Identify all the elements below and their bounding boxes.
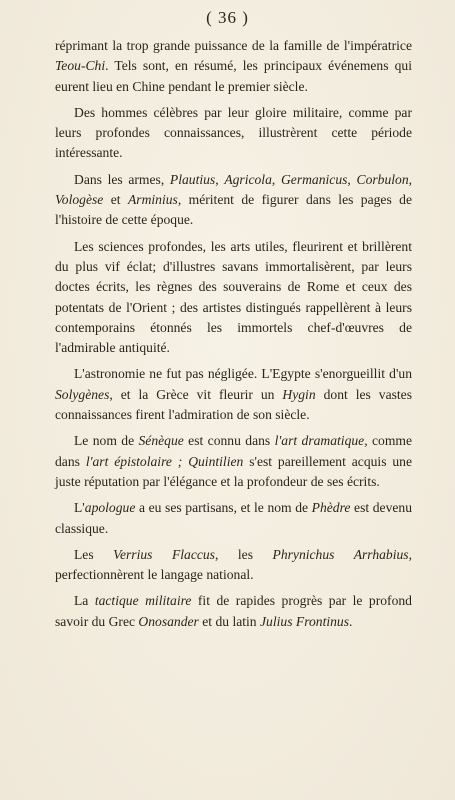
paragraph (55, 431, 412, 492)
italic-text: apologue (84, 500, 136, 516)
text-run: , comme dans (55, 433, 413, 469)
paragraph (55, 591, 412, 632)
text-run: . (349, 613, 353, 629)
text-run: La (74, 593, 95, 609)
italic-text: l'art dramatique (274, 433, 365, 449)
italic-text: Verrius Flaccus (113, 546, 215, 562)
italic-text: tactique militaire (94, 593, 192, 609)
text-run: Le nom de (74, 433, 139, 449)
italic-text: Germanicus (280, 171, 348, 187)
italic-text: Solygènes (55, 386, 110, 402)
text-run: dont les vastes connaissances firent l'admiration de son siècle. (55, 386, 412, 423)
text-run: Les (74, 546, 114, 562)
paragraph (55, 545, 412, 586)
italic-text: Phrynichus Arrhabius (272, 546, 409, 562)
text-run: , perfectionnèrent le langage national. (55, 546, 412, 583)
paragraph (55, 36, 412, 97)
text-run: réprimant la trop grande puissance de la famille de l'impératrice (55, 38, 412, 53)
italic-text: Agricola (224, 171, 272, 187)
text-run: , (408, 171, 413, 187)
italic-text: Hygin (282, 386, 316, 402)
text-run: , (271, 171, 281, 187)
text-run: et du latin (198, 613, 261, 629)
italic-text: Quintilien (188, 453, 244, 469)
text-run: . Tels sont, en résumé, les principaux événemens qui eurent lieu en Chine pendant le premier siècle. (55, 58, 412, 94)
paragraph (55, 498, 412, 539)
text-run: est connu dans (183, 433, 275, 449)
italic-text: Sénèque (138, 433, 184, 449)
text-run: Dans les armes, (74, 171, 170, 187)
paragraph (55, 237, 412, 359)
page-number: ( 36 ) (206, 8, 249, 27)
text-run: s'est pareillement acquis une juste réputation par l'élégance et la profondeur de ses écrits. (55, 453, 412, 489)
body-text (55, 36, 412, 632)
text-run: Des hommes célèbres par leur gloire militaire, comme par leurs profondes connaissances, illustrèrent cette période intéressante. (55, 104, 412, 161)
text-run: L' (74, 500, 85, 516)
text-run: a eu ses partisans, et le nom de (135, 500, 312, 516)
italic-text: Teou-Chi (55, 58, 106, 74)
italic-text: l'art épistolaire ; (85, 453, 183, 469)
paragraph (55, 364, 412, 425)
italic-text: Onosander (138, 613, 199, 629)
italic-text: Vologèse (55, 192, 104, 208)
text-run: L'astronomie ne fut pas négligée. L'Egypte s'enorgueillit d'un (74, 366, 412, 382)
text-run: , et la Grèce vit fleurir un (109, 386, 283, 402)
text-run: Les sciences profondes, les arts utiles, fleurirent et brillèrent du plus vif éclat; d'illustres savans immortalisèrent, par leurs doctes écrits, les règnes des souverains de Rome et ceux des potentats de l'Orient ; des artistes distingués rappellèrent à leurs contemporains étonnés les immortels chef-d'œuvres de l'admirable antiquité. (55, 238, 412, 356)
text-run: et (103, 192, 128, 208)
text-run: fit de rapides progrès par le profond savoir du Grec (55, 593, 412, 629)
italic-text: Arminius (127, 192, 178, 208)
text-run: , méritent de figurer dans les pages de l'histoire de cette époque. (55, 192, 412, 228)
text-run: , (215, 171, 225, 187)
paragraph (55, 170, 412, 231)
italic-text: Plautius (169, 171, 216, 187)
text-run: , les (214, 546, 273, 562)
text-run: , (347, 171, 357, 187)
italic-text: Julius Frontinus (260, 613, 350, 629)
italic-text: Corbulon (356, 171, 409, 187)
italic-text: Phèdre (311, 500, 351, 516)
text-run: est devenu classique. (55, 500, 412, 536)
paragraph (55, 103, 412, 164)
